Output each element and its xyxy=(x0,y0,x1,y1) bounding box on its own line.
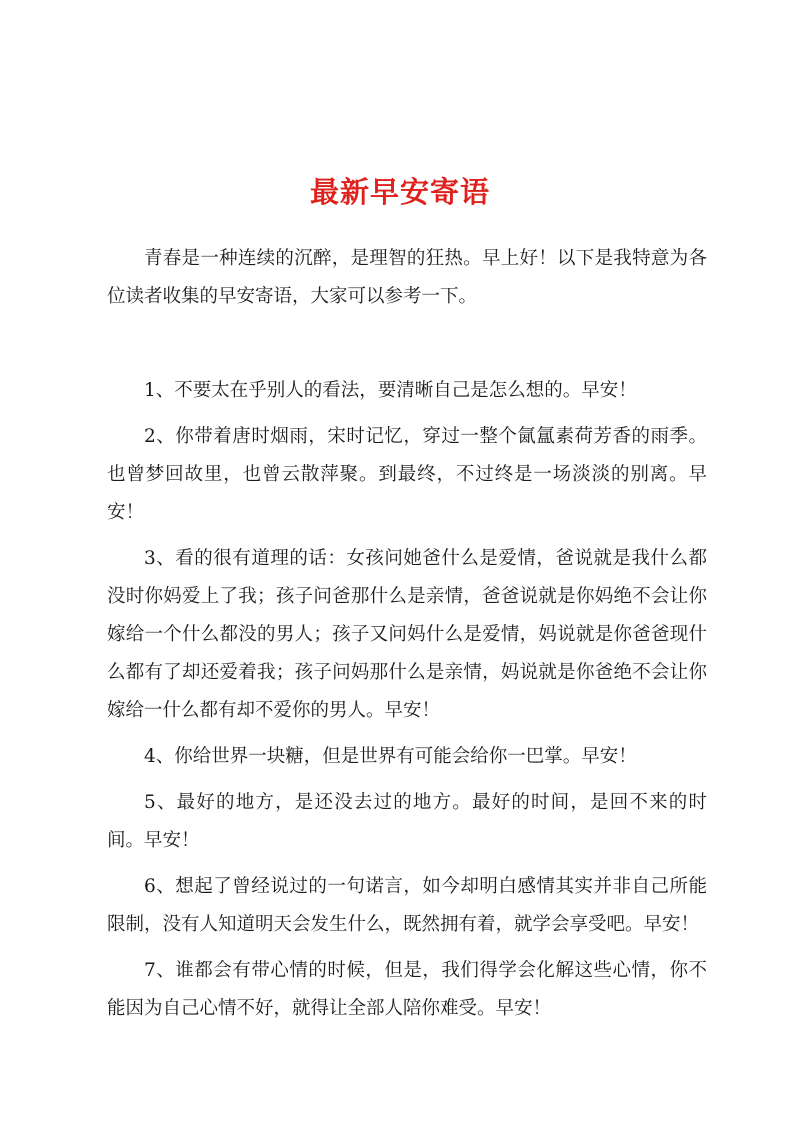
intro-paragraph: 青春是一种连续的沉醉，是理智的狂热。早上好！以下是我特意为各位读者收集的早安寄语，大家可以参考一下。 xyxy=(107,248,707,307)
list-item: 3、看的很有道理的话：女孩问她爸什么是爱情，爸说就是我什么都没时你妈爱上了我；孩子问爸那什么是亲情，爸爸说就是你妈绝不会让你嫁给一个什么都没的男人；孩子又问妈什么是爱情，妈说就是你爸爸现什么都有了却还爱着我；孩子问妈那什么是亲情，妈说就是你爸绝不会让你嫁给一什么都有却不爱你的男人。早安！ xyxy=(107,548,707,721)
page-title: 最新早安寄语 xyxy=(309,175,490,209)
list-item: 7、谁都会有带心情的时候，但是，我们得学会化解这些心情，你不能因为自己心情不好，就得让全部人陪你难受。早安！ xyxy=(107,960,707,1019)
list-item: 1、不要太在乎别人的看法，要清晰自己是怎么想的。早安！ xyxy=(144,380,637,401)
list-item: 4、你给世界一块糖，但是世界有可能会给你一巴掌。早安！ xyxy=(144,746,637,767)
list-item: 5、最好的地方，是还没去过的地方。最好的时间，是回不来的时间。早安！ xyxy=(107,792,707,851)
list-item: 2、你带着唐时烟雨，宋时记忆，穿过一整个氤氲素荷芳香的雨季。也曾梦回故里，也曾云散萍聚。到最终，不过终是一场淡淡的别离。早安！ xyxy=(107,426,707,523)
document-body xyxy=(107,240,707,1036)
list-item: 6、想起了曾经说过的一句诺言，如今却明白感情其实并非自己所能限制，没有人知道明天会发生什么，既然拥有着，就学会享受吧。早安！ xyxy=(107,876,707,935)
